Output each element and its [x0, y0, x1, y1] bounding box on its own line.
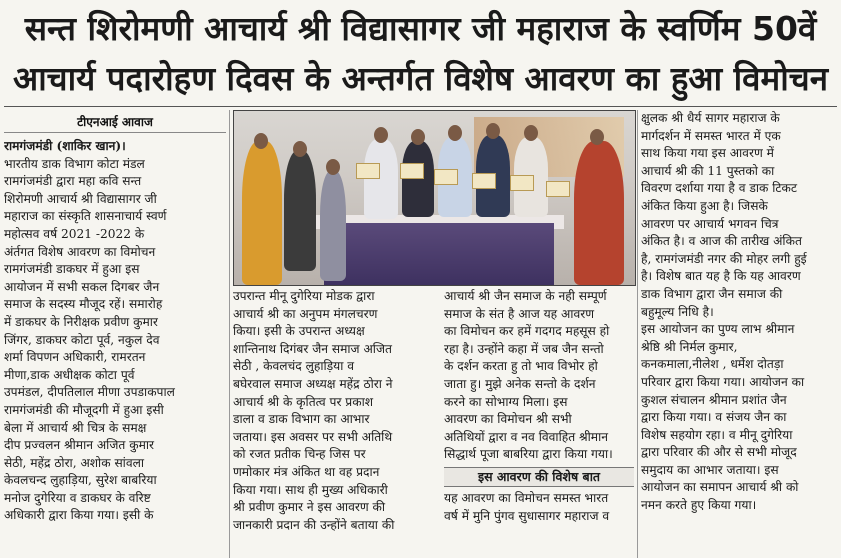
text-line: डाला व डाक विभाग का आभार — [233, 412, 370, 427]
text-line: भारतीय डाक विभाग कोटा मंडल — [4, 156, 145, 171]
text-line: यह आवरण का विमोचन समस्त भारत — [444, 490, 609, 505]
text-line: क्षुलक श्री धैर्य सागर महाराज के — [641, 111, 780, 125]
text-line: साथ किया गया इस आवरण में — [641, 146, 774, 161]
text-line: सेठी , केवलचंद लुहाड़िया व — [233, 359, 355, 374]
text-line: जानकारी प्रदान की उन्होंने बताया की — [233, 517, 395, 532]
text-line: आयोजन का समापन आचार्य श्री को — [641, 480, 799, 495]
dateline: रामगंजमंडी (शाकिर खान)। — [4, 139, 126, 153]
text-line: है, रामगंजमंडी नगर की मोहर लगी हुई — [641, 251, 807, 266]
column-2-lines — [233, 288, 437, 534]
article-column-3 — [444, 288, 634, 558]
text-line: दीप प्रज्वलन श्रीमान अजित कुमार — [4, 438, 154, 453]
column-3-lines — [444, 288, 634, 464]
subheading: इस आवरण की विशेष बात — [444, 467, 634, 487]
text-line: डाक विभाग द्वारा जैन समाज की — [641, 286, 783, 301]
headline-line-1: सन्त शिरोमणी आचार्य श्री विद्यासागर जी महाराज के स्वर्णिम 50वें — [24, 9, 817, 48]
text-line: द्वारा परिवार की और से सभी मोजूद — [641, 445, 797, 460]
text-line: बहुमूल्य निधि है। — [641, 304, 714, 319]
text-line: परिवार द्वारा किया गया। आयोजन का — [641, 374, 805, 389]
text-line: जिंगर, डाकघर कोटा पूर्व, नकुल देव — [4, 332, 160, 347]
article-column-2 — [233, 288, 437, 558]
text-line: महोत्सव वर्ष 2021 -2022 के — [4, 226, 145, 241]
text-line: सेठी, महेंद्र ठोरा, अशोक सांवला — [4, 455, 145, 470]
text-line: आचार्य श्री की 11 पुस्तको का — [641, 163, 775, 178]
text-line: मार्गदर्शन में समस्त भारत में एक — [641, 128, 781, 143]
text-line: शिरोमणी आचार्य श्री विद्यासागर जी — [4, 191, 157, 206]
text-line: मनोज दुगेरिया व डाकघर के वरिष्ट — [4, 490, 151, 505]
column-4-lines — [641, 110, 837, 515]
text-line: किया गया। साथ ही मुख्य अधिकारी — [233, 482, 388, 497]
text-line: आयोजन में सभी सकल दिगबर जैन — [4, 279, 160, 294]
text-line: करने का सोभाग्य मिला। इस — [444, 394, 568, 409]
text-line: कनकमाला,नीलेश , धर्मेश दोतड़ा — [641, 357, 784, 372]
article-column-1 — [4, 138, 226, 558]
text-line: आचार्य श्री जैन समाज के नही सम्पूर्ण — [444, 289, 607, 303]
text-line: रामगंजमंडी की मौजूदगी में हुआ इसी — [4, 402, 164, 417]
column-divider — [637, 110, 638, 558]
text-line: आवरण पर आचार्य भगवन चित्र — [641, 216, 779, 231]
text-line: इस आयोजन का पुण्य लाभ श्रीमान — [641, 322, 795, 337]
text-line: बघेरवाल समाज अध्यक्ष महेंद्र ठोरा ने — [233, 376, 393, 391]
text-line: वर्ष में मुनि पुंगव सुधासागर महाराज व — [444, 508, 610, 523]
text-line: द्वारा किया गया। व संजय जैन का — [641, 410, 787, 425]
text-line: को रजत प्रतीक चिन्ह जिस पर — [233, 447, 366, 462]
text-line: विशेष सहयोग रहा। व मीनू दुगेरिया — [641, 427, 793, 442]
text-line: अंकित है। व आज की तारीख अंकित — [641, 234, 802, 249]
event-photo — [233, 110, 636, 286]
column-1-lines — [4, 156, 226, 525]
text-line: श्री प्रवीण कुमार ने इस आवरण की — [233, 500, 386, 515]
article-column-4 — [641, 110, 837, 558]
text-line: जताया। इस अवसर पर सभी अतिथि — [233, 429, 393, 444]
text-line: के दर्शन करता हु तो भाव विभोर हो — [444, 359, 598, 374]
text-line: जाता हु। मुझे अनेक सन्तो के दर्शन — [444, 376, 596, 391]
text-line: आचार्य श्री का अनुपम मंगलचरण — [233, 306, 378, 321]
column-divider — [229, 110, 230, 558]
text-line: विवरण दर्शाया गया है व डाक टिकट — [641, 181, 798, 196]
text-line: मीणा,डाक अधीक्षक कोटा पूर्व — [4, 367, 135, 382]
text-line: कुशल संचालन श्रीमान प्रशांत जैन — [641, 392, 787, 407]
text-line: शान्तिनाथ दिगंबर जैन समाज अजित — [233, 341, 392, 356]
text-line: रामगंजमंडी डाकघर में हुआ इस — [4, 262, 140, 277]
text-line: है। विशेष बात यह है कि यह आवरण — [641, 269, 801, 284]
text-line: उपरान्त मीनू दुगेरिया मोडक द्वारा — [233, 289, 375, 303]
text-line: सिद्धार्थ पूजा बाबरिया द्वारा किया गया। — [444, 447, 613, 462]
text-line: किया। इसी के उपरान्त अध्यक्ष — [233, 324, 365, 339]
text-line: उपमंडल, दीपतिलाल मीणा उपडाकपाल — [4, 385, 175, 400]
text-line: अंकित किया हुआ है। जिसके — [641, 198, 768, 213]
text-line: आचार्य श्री के कृतित्व पर प्रकाश — [233, 394, 374, 409]
text-line: णमोकार मंत्र अंकित था वह प्रदान — [233, 464, 380, 479]
text-line: महाराज का संस्कृति शासनाचार्य स्वर्ण — [4, 209, 167, 224]
text-line: समाज के सदस्य मौजूद रहें। समारोह — [4, 297, 163, 312]
text-line: आवरण का विमोचन श्री सभी — [444, 412, 572, 427]
text-line: अधिकारी द्वारा किया गया। इसी के — [4, 508, 154, 523]
headline-rule — [4, 106, 837, 107]
text-line: रहा है। उन्होंने कहा में जब जैन सन्तो — [444, 341, 604, 356]
text-line: समुदाय का आभार जताया। इस — [641, 462, 779, 477]
text-line: नमन करते हुए किया गया। — [641, 498, 757, 513]
text-line: में डाकघर के निरीक्षक प्रवीण कुमार — [4, 314, 158, 329]
text-line: श्रेष्ठि श्री निर्मल कुमार, — [641, 339, 738, 354]
text-line: शर्मा विपणन अधिकारी, रामरतन — [4, 350, 146, 365]
byline: टीएनआई आवाज — [4, 110, 226, 133]
text-line: समाज के संत है आज यह आवरण — [444, 306, 595, 321]
text-line: अतिथियों द्वारा व नव विवाहित श्रीमान — [444, 429, 609, 444]
text-line: अंर्तगत विशेष आवरण का विमोचन — [4, 244, 156, 259]
text-line: बेला में आचार्य श्री चित्र के समक्ष — [4, 420, 147, 435]
text-line: का विमोचन कर हमें गदगद महसूस हो — [444, 324, 610, 339]
headline-line-2: आचार्य पदारोहण दिवस के अन्तर्गत विशेष आवरण का हुआ विमोचन — [12, 59, 829, 98]
text-line: रामगंजमंडी द्वारा महा कवि सन्त — [4, 174, 142, 189]
text-line: केवलचन्द लुहाड़िया, सुरेश बाबरिया — [4, 473, 157, 488]
column-3-after-lines — [444, 490, 634, 525]
